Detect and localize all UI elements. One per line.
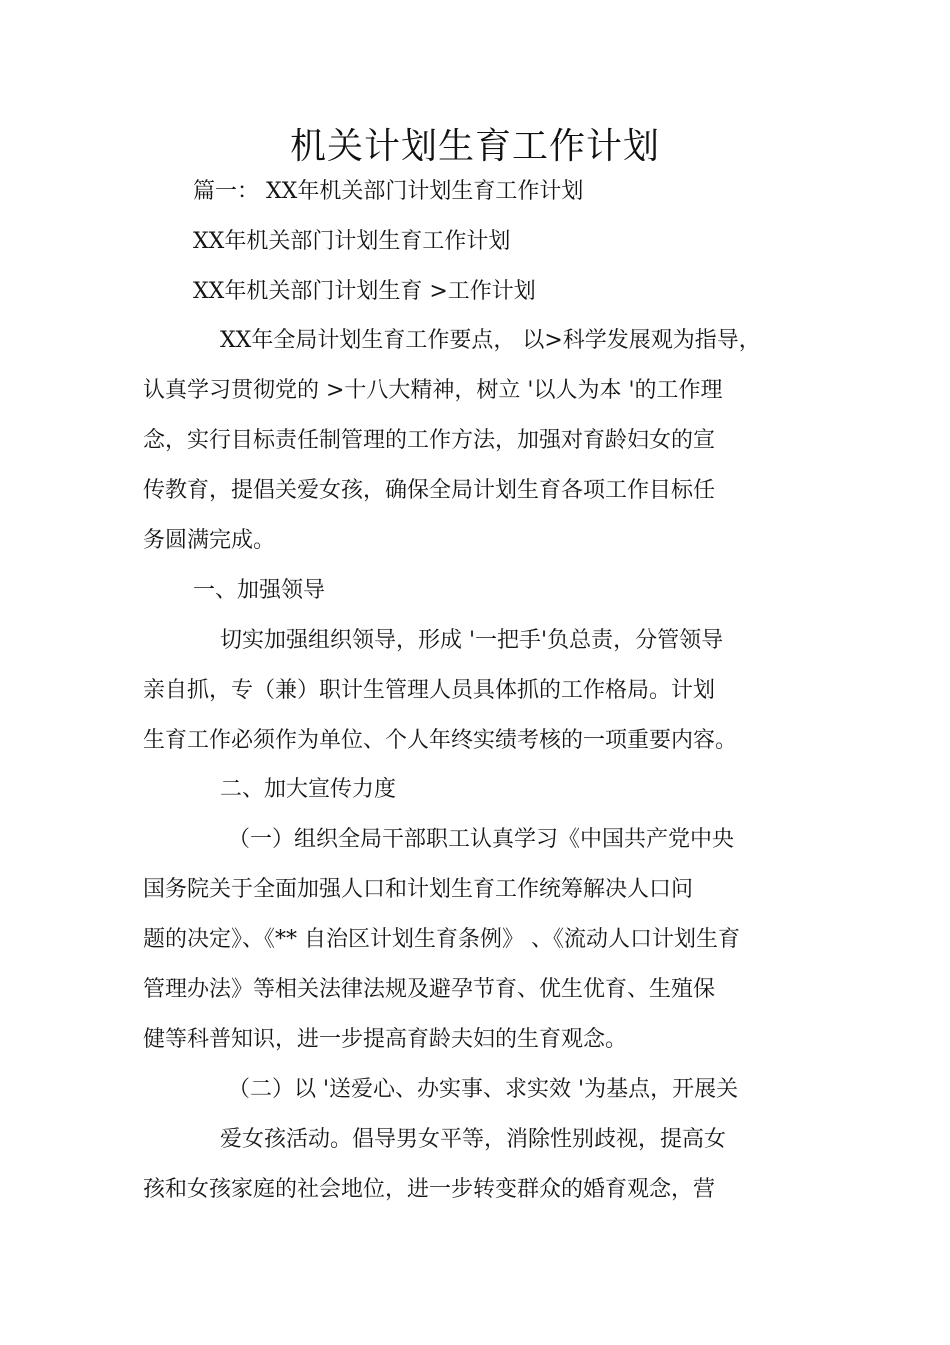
paragraph-line: 切实加强组织领导，形成 '一把手'负总责，分管领导	[220, 628, 724, 653]
paragraph-line: 孩和女孩家庭的社会地位，进一步转变群众的婚育观念，营	[143, 1177, 716, 1202]
paragraph-line: 传教育，提倡关爱女孩，确保全局计划生育各项工作目标任	[143, 478, 716, 503]
section-heading: 二、加大宣传力度	[220, 777, 397, 802]
heading-line: XX年机关部门计划生育工作计划	[193, 229, 511, 254]
paragraph-line: 爱女孩活动。倡导男女平等，消除性别歧视，提高女	[220, 1127, 727, 1152]
paragraph-line: 务圆满完成。	[143, 528, 276, 553]
heading-line: XX年机关部门计划生育 >工作计划	[193, 279, 536, 304]
paragraph-line: 亲自抓，专（兼）职计生管理人员具体抓的工作格局。计划	[143, 678, 716, 703]
paragraph-line: 题的决定》、《** 自治区计划生育条例》 、《流动人口计划生育	[143, 927, 740, 952]
paragraph-line: XX年全局计划生育工作要点， 以>科学发展观为指导，	[220, 328, 761, 353]
paragraph-line: （一）组织全局干部职工认真学习《中国共产党中央	[228, 827, 735, 852]
paragraph-line: （二）以 '送爱心、办实事、求实效 '为基点，开展关	[228, 1077, 739, 1102]
paragraph-line: 国务院关于全面加强人口和计划生育工作统筹解决人口问	[143, 877, 694, 902]
subtitle-line: 篇一： XX年机关部门计划生育工作计划	[193, 179, 584, 204]
paragraph-line: 念，实行目标责任制管理的工作方法，加强对育龄妇女的宣	[143, 428, 716, 453]
paragraph-line: 管理办法》等相关法律法规及避孕节育、优生优育、生殖保	[143, 977, 716, 1002]
paragraph-line: 健等科普知识，进一步提高育龄夫妇的生育观念。	[143, 1027, 628, 1052]
paragraph-line: 生育工作必须作为单位、个人年终实绩考核的一项重要内容。	[143, 728, 738, 753]
document-title: 机关计划生育工作计划	[289, 126, 660, 167]
section-heading: 一、加强领导	[193, 578, 326, 603]
paragraph-line: 认真学习贯彻党的 >十八大精神，树立 '以人为本 '的工作理	[143, 378, 723, 403]
